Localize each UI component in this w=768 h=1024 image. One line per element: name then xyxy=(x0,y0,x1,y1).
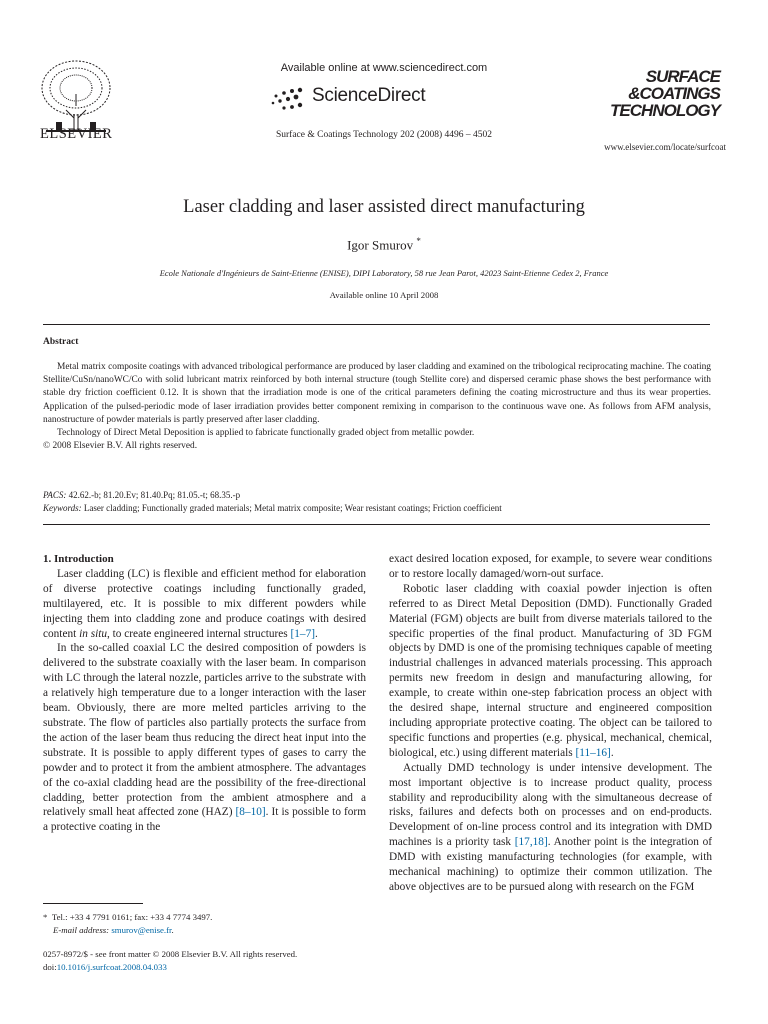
body-paragraph: In the so-called coaxial LC the desired composition of powders is delivered to the substrate coaxially with the laser beam. In comparison with LC through the lateral nozzle, particles arrive to the substrate with a relatively high temperature due to a longer interaction with the laser beam. Obviously, there are more melted particles arriving to the substrate. The flow of particles also partially protects the surface from the action of the laser beam thus reducing the direct heat input into the substrate. It is possible to apply different types of gases to carry the powder and to protect it from the ambient atmosphere. The advantages of the co-axial cladding head are the possibility of the free-directional cladding, better protection from the ambient atmosphere and a relatively small heat affected zone (HAZ) [8–10]. It is possible to form a protective coating in the xyxy=(43,642,366,834)
author-name: Igor Smurov xyxy=(347,237,414,253)
availability-date: Available online 10 April 2008 xyxy=(329,290,439,300)
journal-url-link[interactable]: www.elsevier.com/locate/surfcoat xyxy=(604,142,726,152)
footnote-mark: * xyxy=(43,912,48,922)
keywords-line xyxy=(43,503,502,513)
abstract-copyright: © 2008 Elsevier B.V. All rights reserved. xyxy=(43,441,198,452)
citation-link[interactable]: [17,18] xyxy=(514,836,548,849)
body-column-left xyxy=(43,552,366,835)
keywords-label: Keywords: xyxy=(43,503,82,513)
body-paragraph: Laser cladding (LC) is flexible and efficient method for elaboration of diverse protective coatings including functionally graded, multilayered, etc. It is possible to mix different powders while injecting them into cladding zone and produce coatings with desired content in situ, to create engineered internal structures [1–7]. xyxy=(43,567,366,640)
author-footnote-mark[interactable]: * xyxy=(416,236,421,246)
citation-link[interactable]: [8–10] xyxy=(235,806,266,819)
abstract-heading: Abstract xyxy=(43,337,79,347)
citation-link[interactable]: [1–7] xyxy=(290,627,315,640)
email-link[interactable]: smurov@enise.fr xyxy=(111,924,172,935)
journal-reference: Surface & Coatings Technology 202 (2008) 4496 – 4502 xyxy=(275,130,493,140)
contact-phone: Tel.: +33 4 7791 0161; fax: +33 4 7774 3497. xyxy=(51,912,213,922)
abstract-paragraph: Metal matrix composite coatings with advanced tribological performance are produced by laser cladding and examined on the tribological reciprocating machine. The coating Stellite/CuSn/nanoWC/Co with solid lubricant matrix reinforced by both internal structure (tough Stellite core) and dispersed ceramic phase shows the best performance with stable dry friction coefficient 0.12. It is shown that the irradiation mode is one of the critical parameters defining the coating microstructure and thus its wear properties. Application of the pulsed-periodic mode of laser irradiation provides better component remixing in comparison to the continuous wave one. As follows from AFM analysis, nanostructure of powder materials is partly preserved after laser cladding. xyxy=(43,362,711,425)
journal-logo-line: TECHNOLOGY xyxy=(610,101,720,120)
author-line xyxy=(0,236,768,253)
doi-line: doi:10.1016/j.surfcoat.2008.04.033 xyxy=(43,961,167,972)
issn-line: 0257-8972/$ - see front matter © 2008 Elsevier B.V. All rights reserved. xyxy=(43,949,298,959)
journal-logo xyxy=(600,68,720,132)
available-online-notice[interactable]: Available online at www.sciencedirect.com xyxy=(280,62,488,74)
article-title: Laser cladding and laser assisted direct manufacturing xyxy=(183,197,585,217)
front-matter xyxy=(43,948,297,973)
body-paragraph: exact desired location exposed, for example, to severe wear conditions or to restore locally damaged/worn-out surface. xyxy=(389,553,712,580)
journal-logo-line: &COATINGS xyxy=(628,84,720,103)
section-heading: 1. Introduction xyxy=(43,553,114,565)
author-affiliation: Ecole Nationale d'Ingénieurs de Saint-Etienne (ENISE), DIPI Laboratory, 58 rue Jean Parot, 42023 Saint-Etienne Cedex 2, France xyxy=(159,268,609,278)
publisher-name: ELSEVIER xyxy=(40,126,113,142)
abstract-bottom-divider xyxy=(43,524,710,525)
top-divider xyxy=(43,324,710,325)
sciencedirect-wordmark[interactable]: ScienceDirect xyxy=(312,85,426,106)
pacs-label: PACS: xyxy=(43,490,67,500)
keywords-list: Laser cladding; Functionally graded materials; Metal matrix composite; Wear resistant coatings; Friction coefficient xyxy=(83,503,502,513)
body-column-right xyxy=(389,552,712,895)
abstract-paragraph: Technology of Direct Metal Deposition is applied to fabricate functionally graded object from metallic powder. xyxy=(57,428,475,439)
body-paragraph: Actually DMD technology is under intensive development. The most important objective is to increase product quality, process stability and reproducibility along with the simultaneous decrease of risks, failures and defects both on processes and on end-products. Development of on-line process control and its integration with DMD machines is a priority task [17,18]. Another point is the integration of DMD with existing manufacturing technologies (for example, with mechanical machining) to optimize their common utilization. The above objectives are to be pursued along with research on the FGM xyxy=(389,761,712,893)
citation-link[interactable]: [11–16] xyxy=(575,746,611,759)
doi-link[interactable]: 10.1016/j.surfcoat.2008.04.033 xyxy=(56,961,167,972)
pacs-codes: 42.62.-b; 81.20.Ev; 81.40.Pq; 81.05.-t; 68.35.-p xyxy=(68,490,241,500)
author-footnote: * Tel.: +33 4 7791 0161; fax: +33 4 7774 3497. E-mail address: smurov@enise.fr. xyxy=(43,912,213,935)
body-paragraph: Robotic laser cladding with coaxial powder injection is often referred to as Direct Metal Deposition (DMD). Functionally Graded Material (FGM) objects are built from diverse materials tailored to the specific properties of the final product. Manufacturing of 3D FGM objects by DMD is one of the promising techniques capable of meeting industrial challenges in advanced materials processing. This approach permits new freedom in design and manufacturing allowing, for example, to create within one-step fabrication process an object with the desired shape, internal structure and engineered composition including appropriate protective coating. The object can be tailored to specific functions and properties (e.g. physical, mechanical, chemical, biological, etc.) using different materials [11–16]. xyxy=(389,582,712,759)
journal-logo-line: SURFACE xyxy=(645,67,720,86)
sciencedirect-dots-icon xyxy=(270,86,306,112)
footnote-divider xyxy=(43,903,143,904)
email-label: E-mail address: xyxy=(53,924,110,935)
pacs-line xyxy=(43,490,240,500)
abstract-body xyxy=(43,361,711,453)
